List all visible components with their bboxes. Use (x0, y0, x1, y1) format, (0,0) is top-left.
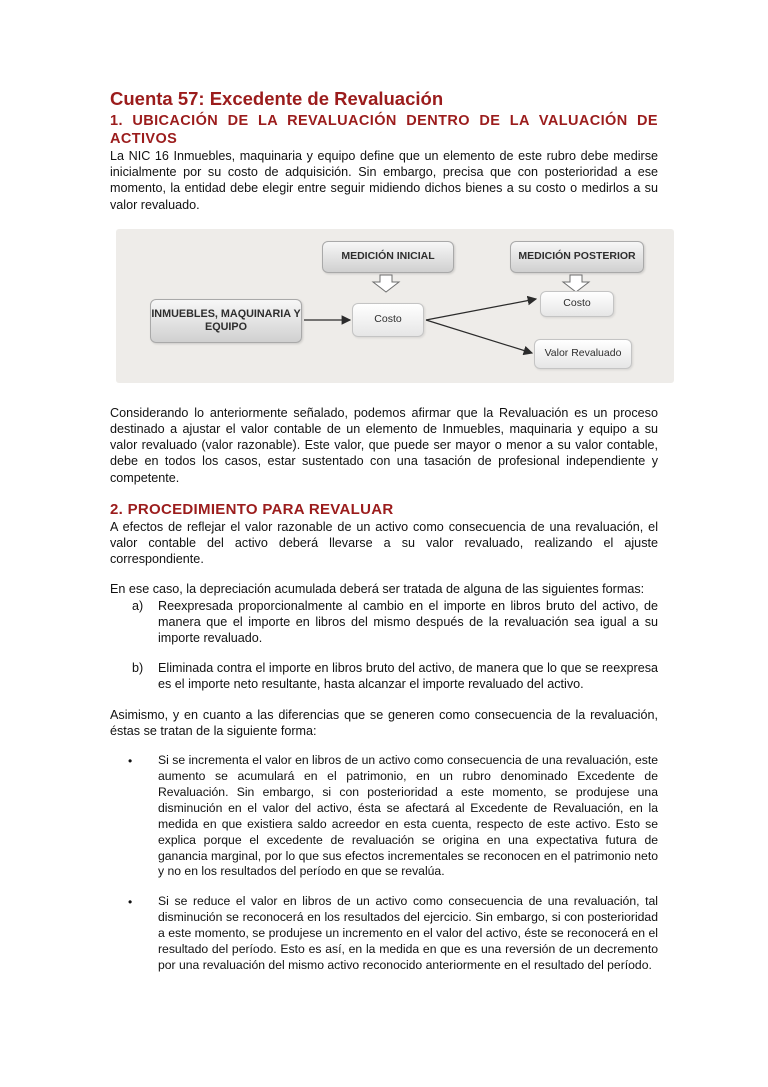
medicion-posterior-box: MEDICIÓN POSTERIOR (510, 241, 644, 273)
section2-heading: 2. PROCEDIMIENTO PARA REVALUAR (110, 500, 394, 518)
valuation-diagram (116, 229, 674, 383)
arrow-costo-to-costo (426, 299, 536, 320)
paragraph-after-diagram: Considerando lo anteriormente señalado, podemos afirmar que la Revaluación es un proceso destinado a ajustar el valor contable de un elemento de Inmuebles, maquinaria y equipo a su valor revaluado (valor razonable). Este valor, que puede ser mayor o menor a su valor contable, debe en todos los casos, estar sustentado con una tasación de profesional independiente y competente. (110, 405, 658, 485)
section1-heading: 1. UBICACIÓN DE LA REVALUACIÓN DENTRO DE LA VALUACIÓN DE ACTIVOS (110, 113, 658, 147)
list-item (110, 598, 658, 647)
costo-posterior-box: Costo (540, 291, 614, 317)
costo-initial-box: Costo (352, 303, 424, 337)
list-item-text: Reexpresada proporcionalmente al cambio en el importe en libros bruto del activo, de manera que el importe en libros del mismo después de la revaluación sea igual a su importe revaluado. (158, 598, 658, 646)
page-title: Cuenta 57: Excedente de Revaluación (110, 88, 444, 109)
down-arrow-posterior (563, 275, 589, 292)
list-marker: b) (132, 661, 144, 676)
list-item (110, 894, 658, 974)
arrow-costo-to-valor (426, 320, 532, 353)
document-content (110, 88, 658, 974)
differences-bullet-list (110, 753, 658, 974)
bullet-marker: • (128, 754, 133, 769)
list-item (110, 660, 658, 692)
list-item (110, 753, 658, 880)
section2-paragraph3: Asimismo, y en cuanto a las diferencias que se generen como consecuencia de la revaluación, éstas se tratan de la siguiente forma: (110, 707, 658, 738)
section2-paragraph1: A efectos de reflejar el valor razonable de un activo como consecuencia de una revaluación, el valor contable del activo deberá llevarse a su valor revaluado, realizando el ajuste correspondiente. (110, 519, 658, 567)
inmuebles-box: INMUEBLES, MAQUINARIA Y EQUIPO (150, 299, 302, 343)
list-marker: a) (132, 598, 144, 613)
valor-revaluado-box: Valor Revaluado (534, 339, 632, 369)
bullet-marker: • (128, 895, 133, 910)
list-item-text: Si se reduce el valor en libros de un activo como consecuencia de una revaluación, tal disminución se reconocerá en los resultados del ejercicio. Sin embargo, si con posterioridad a este momento, se produjese un incremento en el valor del activo, éste se reconocerá en el resultado del período. Esto es así, en la medida en que es una reversión de un decremento por una revaluación del mismo activo reconocido anteriormente en el resultado del período. (158, 894, 658, 972)
section1-paragraph: La NIC 16 Inmuebles, maquinaria y equipo define que un elemento de este rubro debe medirse inicialmente por su costo de adquisición. Sin embargo, precisa que con posterioridad a ese momento, la entidad debe elegir entre seguir midiendo dichos bienes a su costo o medirlos a su valor revaluado. (110, 149, 658, 212)
section2-paragraph2: En ese caso, la depreciación acumulada deberá ser tratada de alguna de las siguientes formas: (110, 582, 645, 597)
down-arrow-initial (373, 275, 399, 292)
depreciation-options-list (110, 598, 658, 693)
list-item-text: Eliminada contra el importe en libros bruto del activo, de manera que lo que se reexpresa es el importe neto resultante, hasta alcanzar el importe revaluado del activo. (158, 661, 658, 692)
list-item-text: Si se incrementa el valor en libros de un activo como consecuencia de una revaluación, este aumento se acumulará en el patrimonio, en un rubro denominado Excedente de Revaluación. Sin embargo, si con posterioridad a este momento, se produjese una disminución en el valor del activo, ésta se afectará al Excedente de Revaluación, en la medida en que existiera saldo acreedor en esta cuenta, respecto de este activo. Esto se explica porque el excedente de revaluación se origina en una expectativa futura de ganancia marginal, por lo que sus efectos incrementales se reconocen en el patrimonio neto y no en los resultados del período en que se revalúa. (158, 753, 658, 879)
medicion-inicial-box: MEDICIÓN INICIAL (322, 241, 454, 273)
